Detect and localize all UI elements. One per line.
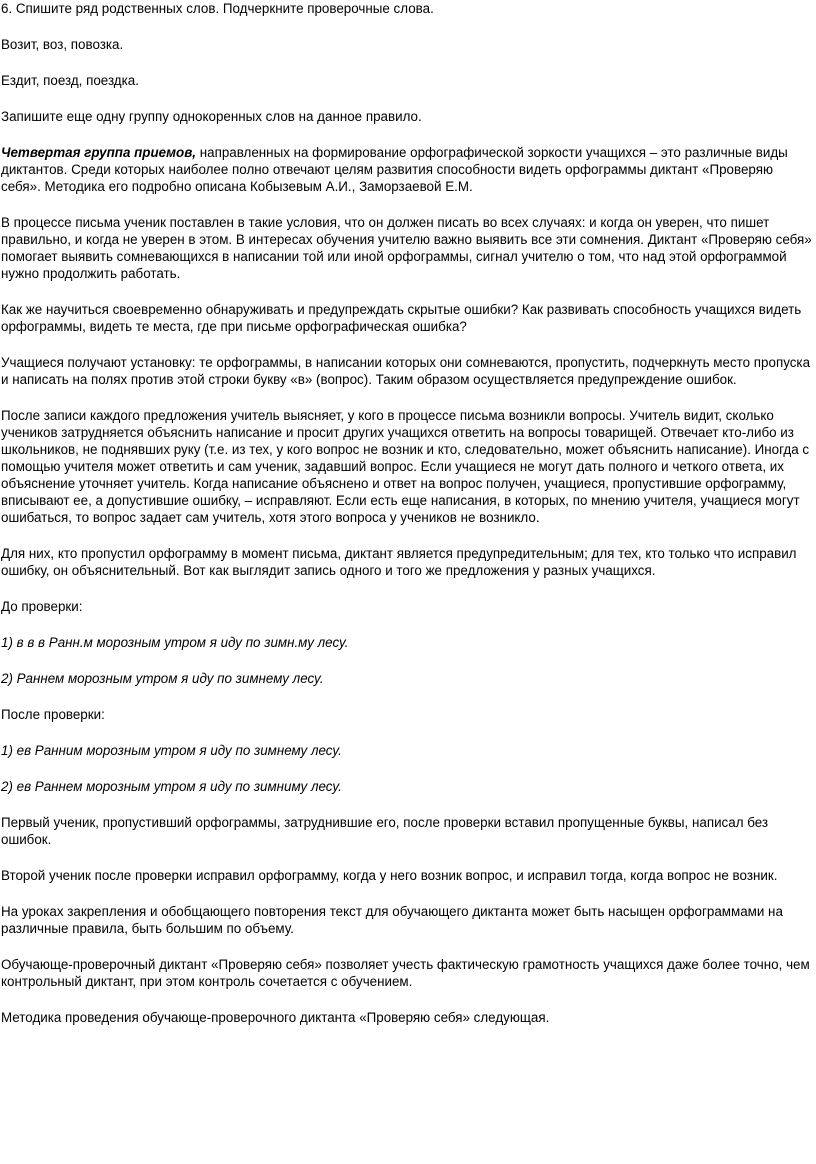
paragraph-fourth-group xyxy=(1,144,812,195)
task-instruction: Запишите еще одну группу однокоренных слов на данное правило. xyxy=(1,109,422,124)
paragraph-text: направленных на формирование орфографической зоркости учащихся – это различные виды диктантов. Среди которых наиболее полно отвечают целям развития способности видеть орфограммы диктант «Проверяю себя». Методика его подробно описана Кобызевым А.И., Заморзаевой Е.М. xyxy=(1,145,788,194)
paragraph-methodology: Методика проведения обучающе-проверочного диктанта «Проверяю себя» следующая. xyxy=(1,1010,550,1025)
word-group-2: Ездит, поезд, поездка. xyxy=(1,73,139,88)
paragraph-lessons: На уроках закрепления и обобщающего повторения текст для обучающего диктанта может быть насыщен орфограммами на различные правила, быть большим по объему. xyxy=(1,904,783,936)
paragraph-after-sentence: После записи каждого предложения учитель выясняет, у кого в процессе письма возникли вопросы. Учитель видит, сколько учеников затрудняется объяснить написание и просит других учащихся ответить на вопросы товарищей. Отвечает кто-либо из школьников, не поднявших руку (т.е. из тех, у кого вопрос не возник и кто, следовательно, может объяснить написание). Иногда с помощью учителя может ответить и сам ученик, задавший вопрос. Если учащиеся не могут дать полного и четкого ответа, их объяснение уточняет учитель. Когда написание объяснено и ответ на вопрос получен, учащиеся, пропустившие орфограмму, вписывают ее, а допустившие ошибку, – исправляют. Если есть еще написания, в которых, по мнению учителя, учащиеся могут ошибаться, то вопрос задает сам учитель, хотя этого вопроса у учеников не возникло. xyxy=(1,408,810,525)
paragraph-dictation-value: Обучающе-проверочный диктант «Проверяю себя» позволяет учесть фактическую грамотность учащихся даже более точно, чем контрольный диктант, при этом контроль сочетается с обучением. xyxy=(1,957,810,989)
paragraph-dictation-type: Для них, кто пропустил орфограмму в момент письма, диктант является предупредительным; для тех, кто только что исправил ошибку, он объяснительный. Вот как выглядит запись одного и того же предложения у разных учащихся. xyxy=(1,546,797,578)
example-after-2: 2) ев Раннем морозным утром я иду по зимниму лесу. xyxy=(1,779,342,794)
paragraph-second-student: Второй ученик после проверки исправил орфограмму, когда у него возник вопрос, и исправил тогда, когда вопрос не возник. xyxy=(1,868,778,883)
label-before-check: До проверки: xyxy=(1,599,83,614)
paragraph-writing-process: В процессе письма ученик поставлен в такие условия, что он должен писать во всех случаях: и когда он уверен, что пишет правильно, и когда не уверен в этом. В интересах обучения учителю важно выявить все эти сомнения. Диктант «Проверяю себя» помогает выявить сомневающихся в написании той или иной орфограммы, сигнал учителю о том, что над этой орфограммой нужно продолжить работать. xyxy=(1,215,812,281)
example-before-1: 1) в в в Ранн.м морозным утром я иду по зимн.му лесу. xyxy=(1,635,349,650)
label-after-check: После проверки: xyxy=(1,707,105,722)
example-before-2: 2) Раннем морозным утром я иду по зимнему лесу. xyxy=(1,671,324,686)
paragraph-lead: Четвертая группа приемов, xyxy=(1,145,197,160)
word-group-1: Возит, воз, повозка. xyxy=(1,37,124,52)
example-after-1: 1) ев Ранним морозным утром я иду по зимнему лесу. xyxy=(1,743,342,758)
paragraph-first-student: Первый ученик, пропустивший орфограммы, затруднившие его, после проверки вставил пропущенные буквы, написал без ошибок. xyxy=(1,815,769,847)
paragraph-question: Как же научиться своевременно обнаруживать и предупреждать скрытые ошибки? Как развивать способность учащихся видеть орфограммы, видеть те места, где при письме орфографическая ошибка? xyxy=(1,302,802,334)
task-heading: 6. Спишите ряд родственных слов. Подчеркните проверочные слова. xyxy=(1,1,434,16)
paragraph-instruction: Учащиеся получают установку: те орфограммы, в написании которых они сомневаются, пропустить, подчеркнуть место пропуска и написать на полях против этой строки букву «в» (вопрос). Таким образом осуществляется предупреждение ошибок. xyxy=(1,355,811,387)
